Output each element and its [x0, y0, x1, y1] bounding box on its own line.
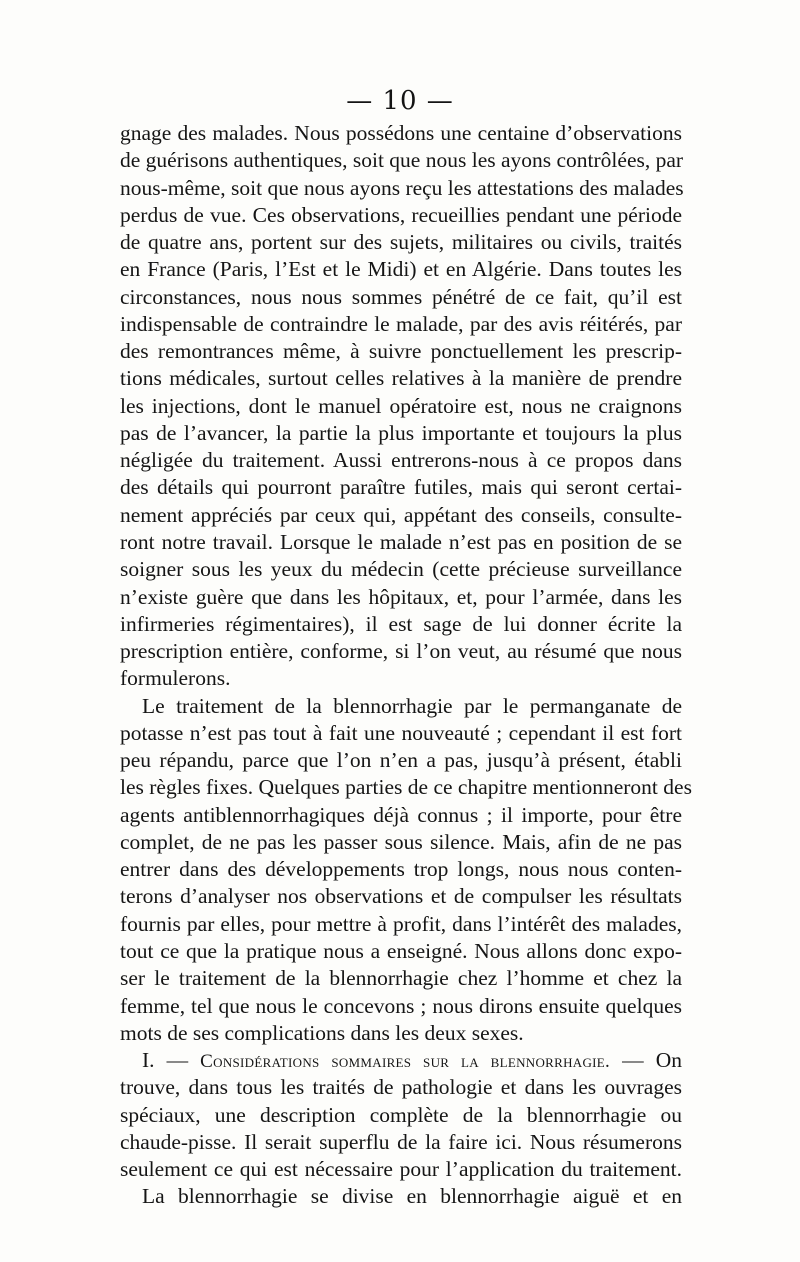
- text-line: des remontrances même, à suivre ponctuellement les prescrip-: [120, 339, 682, 364]
- text-line: terons d’analyser nos observations et de compulser les résultats: [120, 884, 682, 909]
- text-line: tout ce que la pratique nous a enseigné. Nous allons donc expo-: [120, 938, 682, 963]
- text-line: négligée du traitement. Aussi entrerons-nous à ce propos dans: [120, 448, 682, 473]
- text-line: n’existe guère que dans les hôpitaux, et, pour l’armée, dans les: [120, 584, 682, 609]
- text-line: agents antiblennorrhagiques déjà connus ; il importe, pour être: [120, 802, 682, 827]
- text-line: de quatre ans, portent sur des sujets, militaires ou civils, traités: [120, 230, 682, 255]
- text-line: fournis par elles, pour mettre à profit, dans l’intérêt des malades,: [120, 911, 682, 936]
- text-line: femme, tel que nous le concevons ; nous dirons ensuite quelques: [120, 993, 682, 1018]
- text-line: prescription entière, conforme, si l’on veut, au résumé que nous: [120, 639, 682, 664]
- section-number: I. —: [142, 1048, 201, 1073]
- text-line: mots de ses complications dans les deux sexes.: [120, 1020, 524, 1045]
- text-line: de guérisons authentiques, soit que nous les ayons contrôlées, par: [120, 148, 684, 173]
- text-line: les règles fixes. Quelques parties de ce chapitre mentionneront des: [120, 775, 692, 800]
- text-line: ront notre travail. Lorsque le malade n’est pas en position de se: [120, 529, 682, 554]
- text-line: soigner sous les yeux du médecin (cette précieuse surveillance: [120, 557, 682, 582]
- text-line: circonstances, nous nous sommes pénétré de ce fait, qu’il est: [120, 284, 682, 309]
- section-heading: Considérations sommaires sur la blennorrhagie.: [200, 1051, 611, 1073]
- text-line: trouve, dans tous les traités de pathologie et dans les ouvrages: [120, 1075, 682, 1100]
- text-line: formulerons.: [120, 666, 231, 691]
- text-line: pas de l’avancer, la partie la plus importante et toujours la plus: [120, 420, 682, 445]
- text-line: ser le traitement de la blennorrhagie chez l’homme et chez la: [120, 966, 682, 991]
- text-line: perdus de vue. Ces observations, recueillies pendant une période: [120, 202, 682, 227]
- text-line: Le traitement de la blennorrhagie par le permanganate de: [142, 693, 682, 718]
- text-line: indispensable de contraindre le malade, par des avis réitérés, par: [120, 311, 682, 336]
- page-number: — 10 —: [346, 86, 454, 116]
- text-line: La blennorrhagie se divise en blennorrhagie aiguë et en: [142, 1184, 682, 1209]
- text-line: en France (Paris, l’Est et le Midi) et en Algérie. Dans toutes les: [120, 257, 682, 282]
- text-line: entrer dans des développements trop longs, nous nous conten-: [120, 857, 682, 882]
- text-line: infirmeries régimentaires), il est sage de lui donner écrite la: [120, 611, 682, 636]
- section-heading-line: [120, 1047, 682, 1074]
- text-line: tions médicales, surtout celles relatives à la manière de prendre: [120, 366, 682, 391]
- text-line: chaude-pisse. Il serait superflu de la faire ici. Nous résumerons: [120, 1129, 682, 1154]
- text-line: les injections, dont le manuel opératoire est, nous ne craignons: [120, 393, 682, 418]
- text-line: complet, de ne pas les passer sous silence. Mais, afin de ne pas: [120, 829, 682, 854]
- text-line: peu répandu, parce que l’on n’en a pas, jusqu’à présent, établi: [120, 748, 682, 773]
- text-line: potasse n’est pas tout à fait une nouveauté ; cependant il est fort: [120, 720, 682, 745]
- section-heading-continuation: — On: [622, 1048, 682, 1073]
- text-line: spéciaux, une description complète de la blennorrhagie ou: [120, 1102, 682, 1127]
- text-line: gnage des malades. Nous possédons une centaine d’observations: [120, 121, 682, 145]
- body-text: [120, 120, 692, 1211]
- text-line: nement appréciés par ceux qui, appétant des conseils, consulte-: [120, 502, 682, 527]
- text-line: des détails qui pourront paraître futiles, mais qui seront certai-: [120, 475, 682, 500]
- text-line: nous-même, soit que nous ayons reçu les attestations des malades: [120, 175, 684, 200]
- text-line: seulement ce qui est nécessaire pour l’application du traitement.: [120, 1157, 682, 1182]
